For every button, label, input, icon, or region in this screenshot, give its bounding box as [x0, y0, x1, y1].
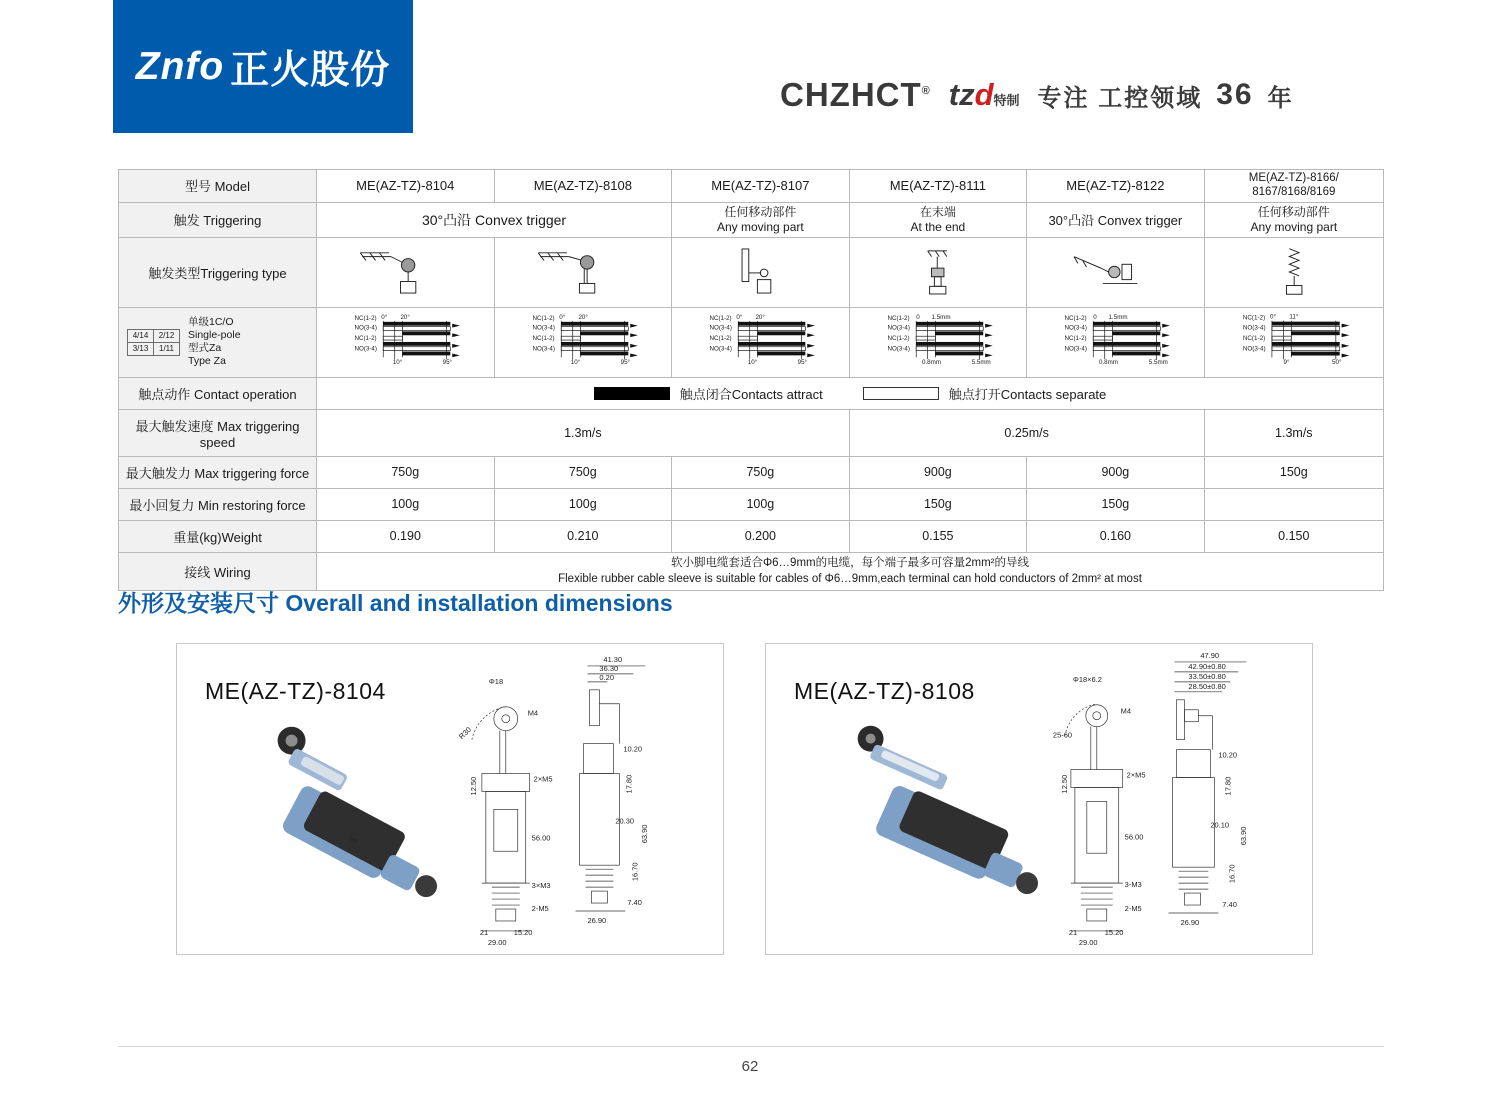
svg-text:NO(3-4): NO(3-4) — [1242, 345, 1266, 353]
row-label-contact-operation: 触点动作 Contact operation — [119, 377, 317, 409]
spring-rod-icon — [1208, 240, 1380, 302]
table-row-min-restore — [119, 488, 1384, 520]
contact-timing-diagram-icon — [1208, 310, 1380, 372]
max-force-value-5: 150g — [1204, 456, 1383, 488]
min-restore-value-1: 100g — [494, 488, 672, 520]
svg-text:NC(1-2): NC(1-2) — [709, 314, 732, 322]
contacts-separate-label: 触点打开Contacts separate — [948, 386, 1107, 402]
logo-latin-text: Znfo — [135, 44, 225, 88]
adjustable-roller-lever-icon — [498, 240, 669, 302]
svg-text:0.8mm: 0.8mm — [921, 358, 941, 366]
terminal-1-11: 1/11 — [154, 342, 180, 355]
trigger-drawing-3 — [849, 237, 1026, 307]
svg-text:7.40: 7.40 — [627, 898, 642, 908]
pole-type-text — [188, 316, 241, 369]
row-label-weight: 重量(kg)Weight — [119, 520, 317, 552]
svg-text:5.5mm: 5.5mm — [971, 358, 991, 366]
triggering-value-0: 30°凸沿 Convex trigger — [317, 202, 672, 237]
svg-text:NC(1-2): NC(1-2) — [887, 314, 910, 322]
table-row-max-force — [119, 456, 1384, 488]
svg-text:NC(1-2): NC(1-2) — [887, 334, 910, 342]
section-title-en: Overall and installation dimensions — [285, 590, 673, 616]
terminal-4-14: 4/14 — [128, 329, 154, 342]
brand-tzd-suffix: 特制 — [993, 93, 1020, 108]
triggering-value-4-en: Any moving part — [1250, 219, 1338, 234]
svg-text:47.90: 47.90 — [1200, 650, 1220, 660]
row-label-pole — [119, 307, 317, 377]
table-row-weight — [119, 520, 1384, 552]
pole-line-1: Single-pole — [188, 328, 241, 341]
svg-text:NC(1-2): NC(1-2) — [532, 314, 555, 322]
svg-text:29.00: 29.00 — [487, 937, 507, 947]
max-force-value-3: 900g — [849, 456, 1026, 488]
svg-text:0°: 0° — [381, 313, 388, 321]
dimension-panel-8104 — [176, 643, 724, 955]
svg-text:15.20: 15.20 — [513, 927, 533, 937]
svg-text:3-M3: 3-M3 — [1124, 880, 1142, 890]
svg-text:NO(3-4): NO(3-4) — [709, 324, 733, 332]
row-label-model: 型号 Model — [119, 170, 317, 203]
svg-text:63.90: 63.90 — [640, 824, 650, 844]
model-value-3: ME(AZ-TZ)-8111 — [849, 170, 1026, 203]
svg-text:NO(3-4): NO(3-4) — [532, 345, 555, 353]
waveform-5 — [1204, 307, 1383, 377]
lever-rod-icon — [675, 240, 846, 302]
contact-timing-diagram-icon — [498, 310, 669, 372]
svg-text:9°: 9° — [1283, 358, 1290, 366]
max-speed-value-2: 1.3m/s — [1204, 409, 1383, 456]
trigger-drawing-5 — [1204, 237, 1383, 307]
svg-text:5.5mm: 5.5mm — [1148, 358, 1168, 366]
svg-text:NC(1-2): NC(1-2) — [354, 334, 377, 342]
footer-divider — [118, 1046, 1384, 1047]
company-logo — [113, 0, 413, 133]
contact-timing-diagram-icon — [853, 310, 1023, 372]
wiring-note-en: Flexible rubber cable sleeve is suitable for cables of Φ6…9mm,each terminal can hold conductors of 2mm² at most — [558, 573, 1142, 586]
svg-text:10°: 10° — [747, 358, 758, 366]
svg-text:10°: 10° — [570, 358, 580, 366]
svg-text:17.80: 17.80 — [1223, 776, 1233, 796]
weight-value-4: 0.160 — [1027, 520, 1205, 552]
section-title — [118, 585, 673, 618]
svg-text:12.50: 12.50 — [468, 776, 478, 796]
rotary-roller-icon — [1030, 240, 1201, 302]
weight-value-1: 0.210 — [494, 520, 672, 552]
waveform-0 — [317, 307, 495, 377]
brand-slogan — [1038, 78, 1294, 113]
panel-title-8108: ME(AZ-TZ)-8108 — [794, 678, 975, 704]
section-title-cn: 外形及安装尺寸 — [118, 590, 279, 616]
svg-text:1.5mm: 1.5mm — [1108, 313, 1128, 321]
logo-chinese-text: 正火股份 — [230, 48, 391, 92]
dimension-panel-8108 — [765, 643, 1313, 955]
model-value-4: ME(AZ-TZ)-8122 — [1027, 170, 1205, 203]
table-row-triggering — [119, 202, 1384, 237]
pole-line-3: Type Za — [188, 355, 226, 368]
panel-artwork-8104 — [177, 644, 723, 955]
svg-text:11°: 11° — [1288, 313, 1299, 321]
svg-text:63.90: 63.90 — [1239, 826, 1249, 846]
triggering-value-2 — [849, 202, 1026, 237]
contact-timing-diagram-icon — [1030, 310, 1201, 372]
terminal-grid — [127, 329, 180, 356]
trigger-drawing-0 — [317, 237, 495, 307]
max-force-value-0: 750g — [317, 456, 495, 488]
svg-text:36.30: 36.30 — [599, 663, 619, 673]
model-value-2: ME(AZ-TZ)-8107 — [672, 170, 850, 203]
product-photo-8104 — [278, 727, 437, 897]
svg-text:2×M5: 2×M5 — [533, 774, 553, 784]
plunger-icon — [853, 240, 1023, 302]
svg-text:26.90: 26.90 — [587, 915, 607, 925]
max-force-value-4: 900g — [1027, 456, 1205, 488]
svg-text:28.50±0.80: 28.50±0.80 — [1188, 681, 1226, 691]
svg-text:NC(1-2): NC(1-2) — [1064, 314, 1087, 322]
wiring-note-cn: 软小脚电缆套适合Φ6…9mm的电缆，每个端子最多可容量2mm²的导线 — [670, 556, 1029, 569]
svg-text:NC(1-2): NC(1-2) — [1064, 334, 1087, 342]
table-row-contact-operation — [119, 377, 1384, 409]
trigger-drawing-2 — [672, 237, 850, 307]
svg-text:20°: 20° — [578, 313, 588, 321]
svg-text:NO(3-4): NO(3-4) — [354, 324, 377, 332]
contact-operation-legend — [317, 377, 1384, 409]
svg-text:29.00: 29.00 — [1078, 937, 1098, 947]
pole-line-0: 单级1C/O — [188, 315, 234, 328]
svg-text:NC(1-2): NC(1-2) — [709, 334, 732, 342]
max-speed-value-0: 1.3m/s — [317, 409, 850, 456]
svg-text:20.10: 20.10 — [1210, 820, 1230, 830]
svg-text:0.8mm: 0.8mm — [1099, 358, 1119, 366]
triggering-value-2-cn: 在末端 — [919, 204, 956, 219]
contact-timing-diagram-icon — [675, 310, 846, 372]
registered-mark: ® — [921, 85, 931, 97]
row-label-min-restore: 最小回复力 Min restoring force — [119, 488, 317, 520]
roller-lever-icon — [320, 240, 491, 302]
waveform-4 — [1027, 307, 1205, 377]
svg-text:20°: 20° — [400, 313, 410, 321]
slogan-number: 36 — [1216, 78, 1254, 111]
svg-text:21: 21 — [1068, 927, 1078, 937]
weight-value-5: 0.150 — [1204, 520, 1383, 552]
row-label-max-speed: 最大触发速度 Max triggering speed — [119, 409, 317, 456]
model-value-0: ME(AZ-TZ)-8104 — [317, 170, 495, 203]
svg-text:R30: R30 — [456, 725, 474, 742]
triggering-value-1 — [672, 202, 850, 237]
max-force-value-1: 750g — [494, 456, 672, 488]
triggering-value-1-en: Any moving part — [717, 219, 804, 234]
row-label-wiring: 接线 Wiring — [119, 552, 317, 590]
triggering-value-4-cn: 任何移动部件 — [1257, 204, 1330, 219]
svg-text:NO(3-4): NO(3-4) — [1242, 323, 1266, 331]
panel-artwork-8108 — [766, 644, 1312, 955]
triggering-value-1-cn: 任何移动部件 — [724, 204, 797, 219]
model-value-1: ME(AZ-TZ)-8108 — [494, 170, 672, 203]
svg-text:10°: 10° — [392, 358, 403, 366]
svg-text:NO(3-4): NO(3-4) — [1064, 345, 1088, 353]
svg-text:12.50: 12.50 — [1059, 774, 1069, 794]
svg-text:56.00: 56.00 — [1124, 832, 1144, 842]
contacts-attract-label: 触点闭合Contacts attract — [679, 386, 823, 402]
product-photo-8108 — [858, 726, 1038, 894]
page-number: 62 — [741, 1058, 759, 1075]
row-label-max-force: 最大触发力 Max triggering force — [119, 456, 317, 488]
contacts-attract-swatch — [594, 387, 670, 400]
svg-text:50°: 50° — [1331, 358, 1342, 366]
terminal-3-13: 3/13 — [128, 342, 154, 355]
svg-text:2-M5: 2-M5 — [1124, 904, 1142, 914]
triggering-value-3: 30°凸沿 Convex trigger — [1027, 202, 1205, 237]
waveform-1 — [494, 307, 672, 377]
slogan-year: 年 — [1267, 84, 1294, 112]
waveform-3 — [849, 307, 1026, 377]
svg-text:21: 21 — [479, 927, 489, 937]
svg-text:26.90: 26.90 — [1180, 917, 1200, 927]
triggering-value-2-en: At the end — [910, 219, 966, 234]
svg-text:NC(1-2): NC(1-2) — [1242, 334, 1265, 342]
svg-text:0.20: 0.20 — [599, 672, 614, 682]
svg-text:Φ18: Φ18 — [488, 676, 504, 686]
svg-text:Φ18×6.2: Φ18×6.2 — [1072, 674, 1102, 684]
table-row-model — [119, 170, 1384, 203]
svg-text:NO(3-4): NO(3-4) — [354, 345, 377, 353]
triggering-value-4 — [1204, 202, 1383, 237]
svg-text:56.00: 56.00 — [531, 833, 551, 843]
svg-text:15.20: 15.20 — [1104, 927, 1124, 937]
max-speed-value-1: 0.25m/s — [849, 409, 1204, 456]
model-value-5: ME(AZ-TZ)-8166/ 8167/8168/8169 — [1204, 170, 1383, 203]
svg-text:NC(1-2): NC(1-2) — [1242, 314, 1265, 322]
svg-text:2-M5: 2-M5 — [531, 904, 549, 914]
table-row-max-speed — [119, 409, 1384, 456]
svg-text:25-60: 25-60 — [1052, 730, 1073, 740]
min-restore-value-5 — [1204, 488, 1383, 520]
weight-value-3: 0.155 — [849, 520, 1026, 552]
svg-text:41.30: 41.30 — [603, 654, 623, 664]
contact-timing-diagram-icon — [320, 310, 491, 372]
svg-text:3×M3: 3×M3 — [531, 881, 551, 891]
svg-text:NC(1-2): NC(1-2) — [354, 314, 377, 322]
weight-value-0: 0.190 — [317, 520, 495, 552]
waveform-2 — [672, 307, 850, 377]
front-view-8104 — [472, 707, 530, 931]
svg-text:2×M5: 2×M5 — [1126, 770, 1146, 780]
min-restore-value-3: 150g — [849, 488, 1026, 520]
min-restore-value-0: 100g — [317, 488, 495, 520]
svg-text:20.30: 20.30 — [615, 816, 635, 826]
table-row-pole-diagram — [119, 307, 1384, 377]
specification-table — [118, 169, 1384, 591]
svg-text:7.40: 7.40 — [1222, 900, 1237, 910]
svg-text:17.80: 17.80 — [624, 774, 634, 794]
min-restore-value-2: 100g — [672, 488, 850, 520]
row-label-triggering: 触发 Triggering — [119, 202, 317, 237]
svg-text:42.90±0.80: 42.90±0.80 — [1188, 661, 1226, 671]
svg-text:0°: 0° — [736, 313, 743, 321]
brand-chzhct: CHZHCT® — [780, 76, 931, 113]
svg-text:10.20: 10.20 — [623, 744, 643, 754]
front-view-8108 — [1065, 704, 1123, 931]
table-row-triggering-type — [119, 237, 1384, 307]
terminal-2-12: 2/12 — [154, 329, 180, 342]
svg-text:33.50±0.80: 33.50±0.80 — [1188, 671, 1226, 681]
svg-text:0°: 0° — [1269, 313, 1276, 321]
svg-text:16.70: 16.70 — [1227, 864, 1237, 884]
panel-title-8104: ME(AZ-TZ)-8104 — [205, 678, 386, 704]
brand-tzd: tzd特制 — [948, 77, 1020, 112]
row-label-triggering-type: 触发类型Triggering type — [119, 237, 317, 307]
contacts-separate-swatch — [863, 387, 939, 400]
svg-text:0: 0 — [915, 313, 920, 321]
svg-text:NO(3-4): NO(3-4) — [887, 324, 910, 332]
trigger-drawing-1 — [494, 237, 672, 307]
svg-text:95°: 95° — [797, 358, 808, 366]
svg-text:M4: M4 — [1120, 706, 1132, 716]
svg-text:NO(3-4): NO(3-4) — [1064, 324, 1088, 332]
svg-text:95°: 95° — [620, 358, 630, 366]
svg-text:NO(3-4): NO(3-4) — [709, 345, 733, 353]
svg-text:20°: 20° — [755, 313, 765, 321]
weight-value-2: 0.200 — [672, 520, 850, 552]
pole-line-2: 型式Za — [188, 342, 222, 355]
svg-text:NO(3-4): NO(3-4) — [887, 345, 910, 353]
brand-row — [780, 70, 1380, 120]
min-restore-value-4: 150g — [1027, 488, 1205, 520]
svg-text:1.5mm: 1.5mm — [931, 313, 951, 321]
svg-text:16.70: 16.70 — [630, 862, 640, 882]
max-force-value-2: 750g — [672, 456, 850, 488]
slogan-text: 专注 工控领域 — [1037, 84, 1203, 112]
svg-text:tzd: tzd — [347, 834, 359, 846]
svg-text:M4: M4 — [527, 708, 539, 718]
svg-text:0: 0 — [1093, 313, 1097, 321]
svg-text:NO(3-4): NO(3-4) — [532, 324, 555, 332]
svg-text:NC(1-2): NC(1-2) — [532, 334, 555, 342]
svg-text:10.20: 10.20 — [1218, 750, 1238, 760]
trigger-drawing-4 — [1027, 237, 1205, 307]
svg-text:0°: 0° — [558, 313, 565, 321]
svg-text:95°: 95° — [442, 358, 453, 366]
page-header — [0, 0, 1500, 133]
